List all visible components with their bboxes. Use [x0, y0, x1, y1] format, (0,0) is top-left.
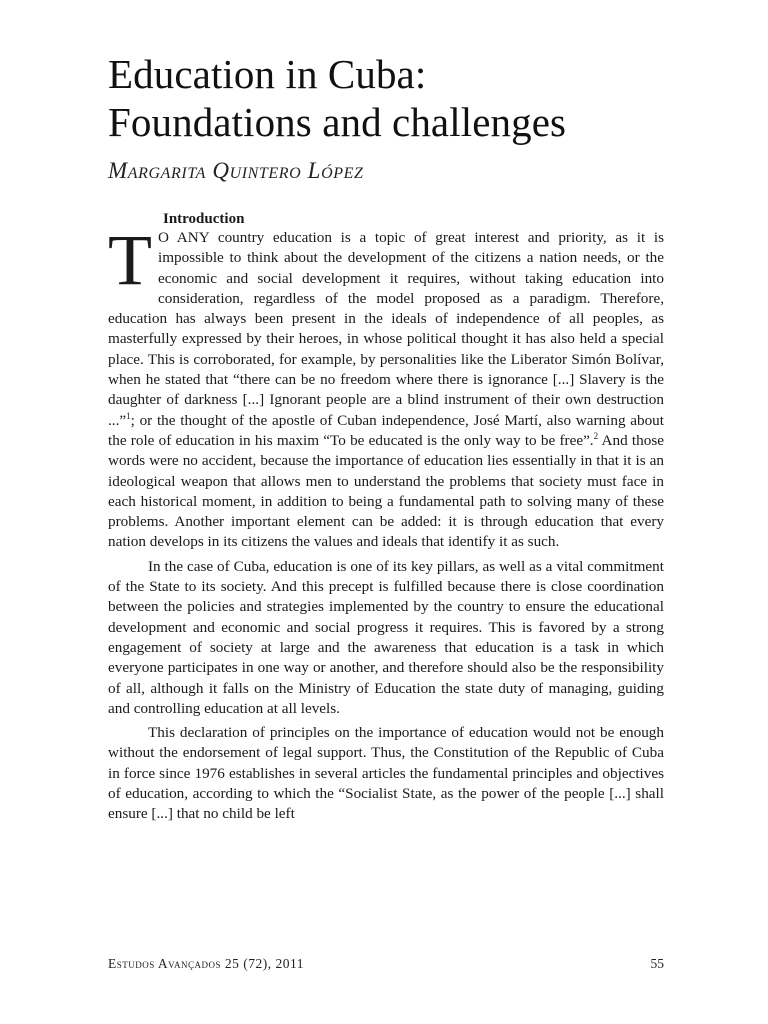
title-line-2: Foundations and challenges: [108, 99, 567, 145]
paragraph-2: In the case of Cuba, education is one of its key pillars, as well as a vital commitment of the State to its society. And this precept is fulfilled because there is close coordination between the policies and strategies implemented by the country to ensure the educational development and economic and social progress it requires. This is favored by a strong engagement of society at large and the awareness that education is a task in which everyone participates in one way or another, and therefore should also be the responsibility of all, although it falls on the Ministry of Education the state duty of managing, guiding and controlling education at all levels.: [108, 557, 664, 717]
article-body: [108, 220, 664, 825]
section-heading: Introduction: [163, 211, 245, 227]
author-name: Margarita Quintero López: [108, 158, 364, 183]
page-footer: [108, 955, 664, 973]
article-page: [108, 50, 664, 1010]
title-line-1: Education in Cuba:: [108, 51, 427, 97]
footnote-ref-2[interactable]: 2: [593, 430, 599, 441]
article-title: [108, 50, 664, 146]
paragraph-1: [108, 220, 664, 553]
paragraph-1-text-a: O ANY country education is a topic of great interest and priority, as it is impossible to think about the development of the citizens a nation needs, or the economic and social development it requires, without taking education into consideration, regardless of the model proposed as a paradigm. Therefore, education has always been present in the ideals of independence of all peoples, as masterfully expressed by their heroes, in whose political thought it has also held a special place. This is corroborated, for example, by personalities like the Liberator Simón Bolívar, when he stated that “there can be no freedom where there is ignorance [...] Slavery is the daughter of darkness [...] Ignorant people are a blind instrument of their own destruction ...”: [108, 229, 664, 429]
paragraph-1-text-c: And those words were no accident, because the importance of education lies essentially in that it is an ideological weapon that allows men to understand the problems that society must face in each historical moment, in addition to being a fundamental path to solving many of these problems. Another important element can be added: it is through education that every nation develops in its citizens the values and ideals that identify it as such.: [108, 431, 664, 551]
drop-cap: T: [108, 220, 152, 300]
journal-citation: Estudos Avançados 25 (72), 2011: [108, 956, 304, 971]
paragraph-1-text-b: ; or the thought of the apostle of Cuban independence, José Martí, also warning about the role of education in his maxim “To be educated is the only way to be free”.: [108, 411, 664, 449]
footnote-ref-1[interactable]: 1: [126, 410, 131, 421]
paragraph-3: This declaration of principles on the importance of education would not be enough without the endorsement of legal support. Thus, the Constitution of the Republic of Cuba in force since 1976 establishes in several articles the fundamental principles and objectives of education, according to which the “Socialist State, as the power of the people [...] shall ensure [...] that no child be left: [108, 724, 664, 823]
page-number: 55: [650, 956, 664, 971]
